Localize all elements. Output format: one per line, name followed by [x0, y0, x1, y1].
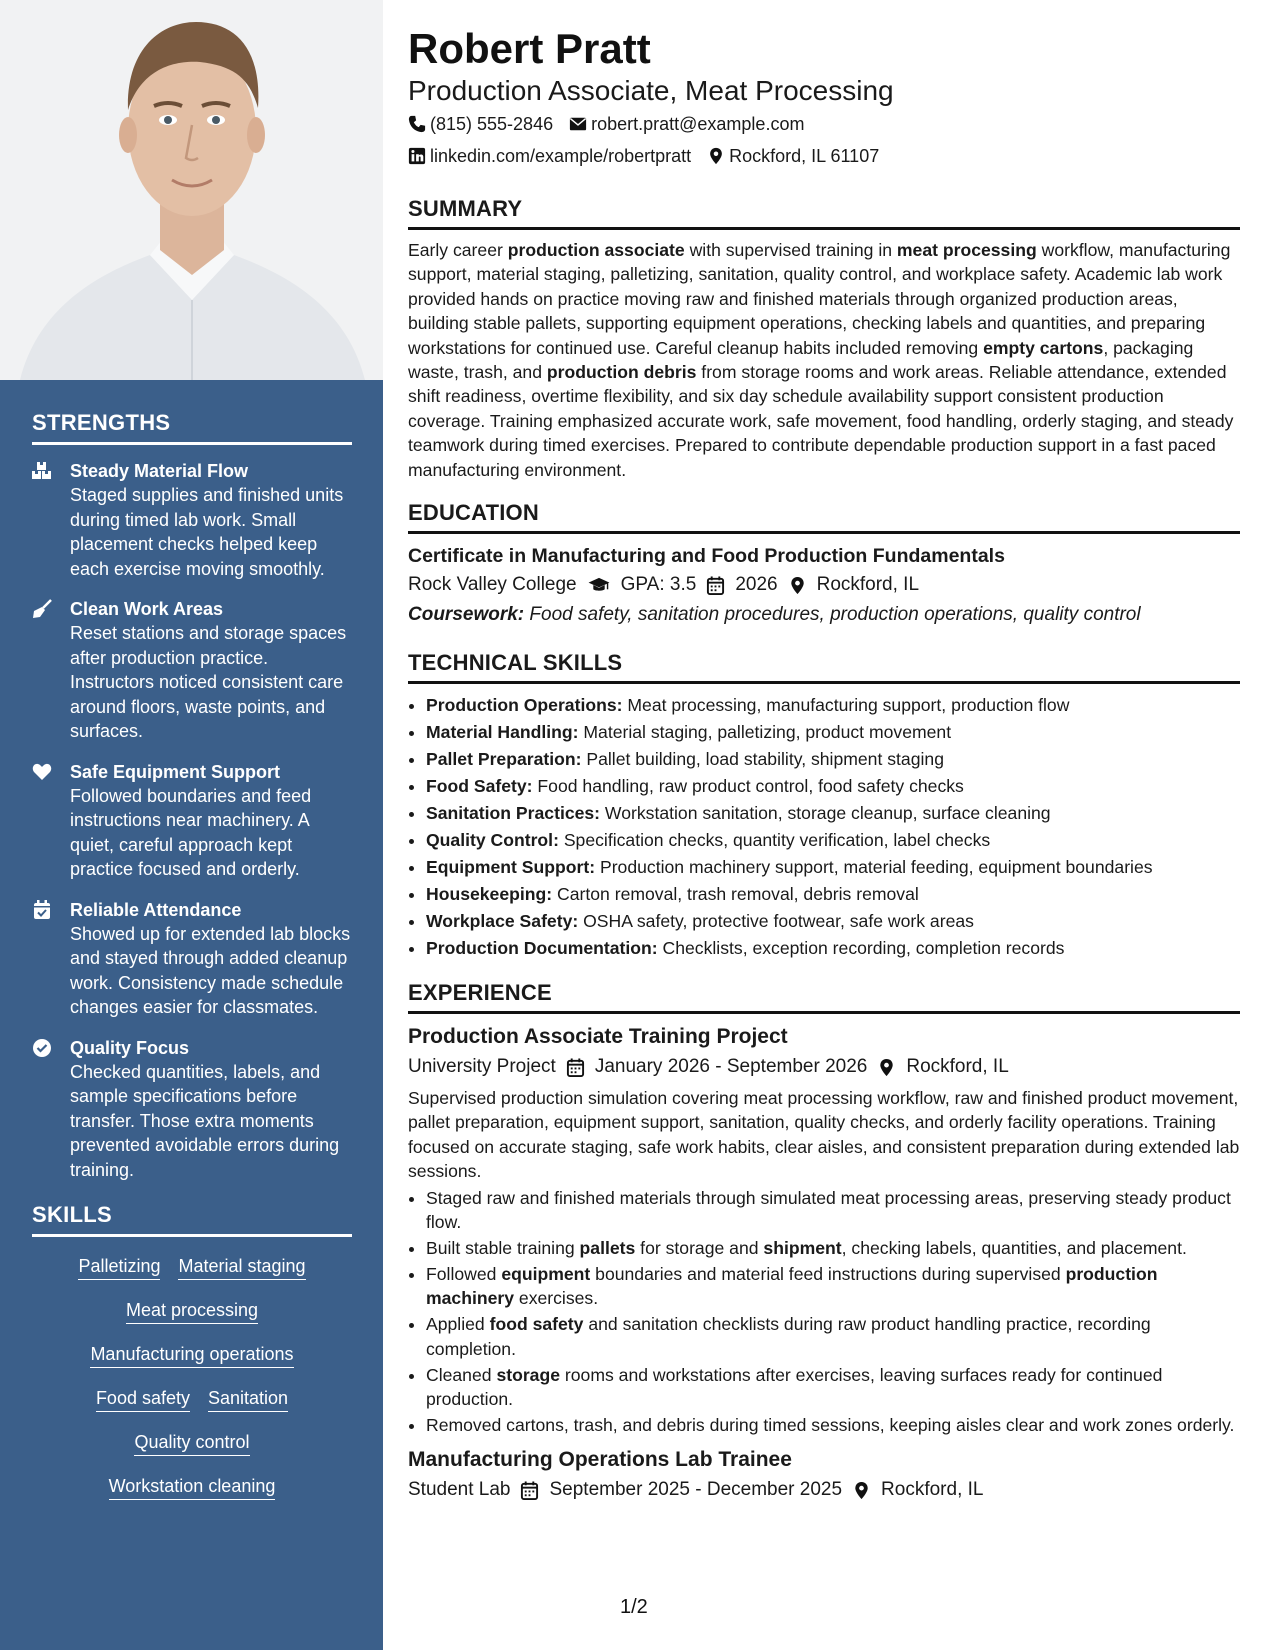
graduation-cap-icon — [587, 576, 611, 595]
experience-heading: EXPERIENCE — [408, 980, 1240, 1014]
calendar-icon — [520, 1481, 539, 1500]
calendar-icon — [706, 576, 725, 595]
list-item: • Workplace Safety: OSHA safety, protective footwear, safe work areas — [426, 908, 1240, 935]
list-item: • Sanitation Practices: Workstation sanitation, storage cleanup, surface cleaning — [426, 800, 1240, 827]
phone-contact[interactable] — [408, 108, 553, 140]
linkedin-icon — [408, 147, 426, 165]
map-pin-icon — [788, 576, 807, 595]
list-item: • Pallet Preparation: Pallet building, load stability, shipment staging — [426, 746, 1240, 773]
list-item: • Material Handling: Material staging, palletizing, product movement — [426, 719, 1240, 746]
summary-heading: SUMMARY — [408, 196, 1240, 230]
strength-item — [32, 459, 352, 581]
list-item: • Built stable training pallets for storage and shipment, checking labels, quantities, and placement. — [426, 1236, 1240, 1260]
strength-title: Reliable Attendance — [70, 899, 242, 920]
education-heading: EDUCATION — [408, 500, 1240, 534]
school-name: Rock Valley College — [408, 574, 577, 596]
map-pin-icon — [852, 1481, 871, 1500]
profile-photo — [0, 0, 383, 380]
contact-row — [408, 140, 1240, 172]
list-item: • Food Safety: Food handling, raw product control, food safety checks — [426, 773, 1240, 800]
strength-title: Clean Work Areas — [70, 599, 224, 619]
skill-tag: Sanitation — [208, 1387, 288, 1412]
job-location: Rockford, IL — [906, 1056, 1009, 1078]
strength-desc: Checked quantities, labels, and sample specifications before transfer. Those extra moments prevented avoidable errors during training. — [70, 1061, 340, 1180]
envelope-icon — [569, 115, 587, 133]
list-item: • Staged raw and finished materials through simulated meat processing areas, preserving steady product flow. — [426, 1186, 1240, 1235]
strength-desc: Staged supplies and finished units during timed lab work. Small placement checks helped keep each exercise moving smoothly. — [70, 485, 344, 579]
skill-tag: Quality control — [134, 1431, 249, 1456]
portrait-image — [0, 0, 383, 380]
job-dates: September 2025 - December 2025 — [549, 1479, 843, 1501]
list-item: • Applied food safety and sanitation checklists during raw product handling practice, recording completion. — [426, 1312, 1240, 1361]
skill-tag: Material staging — [178, 1255, 305, 1280]
education-title: Certificate in Manufacturing and Food Production Fundamentals — [408, 545, 1005, 568]
phone-icon — [408, 115, 426, 133]
main-content — [408, 24, 1240, 1505]
job-org: University Project — [408, 1056, 556, 1078]
candidate-name: Robert Pratt — [408, 25, 651, 72]
sidebar — [0, 0, 383, 1650]
graduation-year: 2026 — [735, 574, 778, 596]
job-title: Manufacturing Operations Lab Trainee — [408, 1448, 792, 1472]
list-item: • Housekeeping: Carton removal, trash removal, debris removal — [426, 881, 1240, 908]
calendar-icon — [566, 1058, 585, 1077]
list-item: • Followed equipment boundaries and material feed instructions during supervised production machinery exercises. — [426, 1262, 1240, 1311]
heart-icon — [32, 762, 52, 782]
calendar-check-icon — [32, 900, 52, 920]
sidebar-content — [32, 410, 352, 1519]
technical-skills-list — [408, 692, 1240, 962]
location-contact — [707, 140, 879, 172]
job-dates: January 2026 - September 2026 — [594, 1056, 868, 1078]
strength-title: Safe Equipment Support — [70, 761, 281, 782]
map-pin-icon — [877, 1058, 896, 1077]
list-item: • Quality Control: Specification checks, quantity verification, label checks — [426, 827, 1240, 854]
email-contact[interactable] — [569, 108, 804, 140]
list-item: • Cleaned storage rooms and workstations after exercises, leaving surfaces ready for continued production. — [426, 1363, 1240, 1412]
skills-list — [32, 1251, 352, 1500]
page-number: 1/2 — [620, 1596, 648, 1618]
strength-item — [32, 597, 352, 744]
location-text: Rockford, IL 61107 — [729, 146, 880, 166]
linkedin-contact[interactable] — [408, 140, 691, 172]
map-pin-icon — [707, 147, 725, 165]
job-bullets — [408, 1186, 1240, 1438]
list-item: • Production Documentation: Checklists, exception recording, completion records — [426, 935, 1240, 962]
strength-title: Quality Focus — [70, 1037, 190, 1058]
linkedin-url: linkedin.com/example/robertpratt — [430, 146, 692, 166]
summary-text: Early career production associate with supervised training in meat processing workflow, manufacturing support, material staging, palletizing, sanitation, quality control, and workplace safety. Academic lab work provided hands on practice moving raw and finished materials through organized production areas, building stable pallets, supporting equipment operations, checking labels and quantities, and preparing workstations for continued use. Careful cleanup habits included removing empty cartons, packaging waste, trash, and production debris from storage rooms and work areas. Reliable attendance, extended shift readiness, overtime flexibility, and six day schedule availability support consistent production coverage. Training emphasized accurate work, safe movement, food handling, orderly staging, and steady teamwork during timed exercises. Prepared to contribute dependable production support in a fast paced manufacturing environment. — [408, 240, 1234, 480]
broom-icon — [32, 599, 52, 619]
strength-item — [32, 898, 352, 1020]
skill-tag: Workstation cleaning — [109, 1475, 276, 1500]
strength-desc: Reset stations and storage spaces after production practice. Instructors noticed consistent care around floors, waste points, and surfaces. — [70, 623, 347, 741]
job-org: Student Lab — [408, 1479, 511, 1501]
skill-tag: Food safety — [96, 1387, 190, 1412]
check-circle-icon — [32, 1038, 52, 1058]
skill-tag: Manufacturing operations — [90, 1343, 293, 1368]
education-location: Rockford, IL — [816, 574, 920, 596]
candidate-role: Production Associate, Meat Processing — [408, 75, 894, 106]
list-item: • Equipment Support: Production machinery support, material feeding, equipment boundaries — [426, 854, 1240, 881]
job-title: Production Associate Training Project — [408, 1025, 788, 1049]
list-item: • Removed cartons, trash, and debris during timed sessions, keeping aisles clear and work zones orderly. — [426, 1413, 1240, 1437]
technical-skills-heading: TECHNICAL SKILLS — [408, 650, 1240, 684]
education-meta — [408, 570, 1240, 600]
phone-number: (815) 555-2846 — [430, 114, 554, 134]
job-meta — [408, 1475, 1240, 1505]
skill-tag: Palletizing — [78, 1255, 160, 1280]
email-address: robert.pratt@example.com — [591, 114, 805, 134]
job-location: Rockford, IL — [881, 1479, 984, 1501]
job-meta — [408, 1052, 1240, 1082]
coursework: Coursework: Food safety, sanitation procedures, production operations, quality control — [408, 604, 1141, 626]
boxes-icon — [32, 461, 52, 481]
job-description: Supervised production simulation covering meat processing workflow, raw and finished product movement, pallet preparation, equipment support, sanitation, quality checks, and orderly facility operations. Training focused on accurate staging, safe work habits, clear aisles, and consistent preparation during extended lab sessions. — [408, 1088, 1240, 1182]
gpa-text: GPA: 3.5 — [620, 574, 697, 596]
strength-item — [32, 1036, 352, 1183]
list-item: • Production Operations: Meat processing, manufacturing support, production flow — [426, 692, 1240, 719]
strengths-heading: STRENGTHS — [32, 410, 352, 445]
skill-tag: Meat processing — [126, 1299, 258, 1324]
skills-heading: SKILLS — [32, 1202, 352, 1237]
strength-desc: Showed up for extended lab blocks and stayed through added cleanup work. Consistency made schedule changes easier for classmates. — [70, 923, 351, 1017]
contact-row — [408, 108, 1240, 140]
strength-title: Steady Material Flow — [70, 461, 249, 481]
strength-item — [32, 760, 352, 882]
strength-desc: Followed boundaries and feed instructions near machinery. A quiet, careful approach kept practice focused and orderly. — [70, 785, 312, 879]
